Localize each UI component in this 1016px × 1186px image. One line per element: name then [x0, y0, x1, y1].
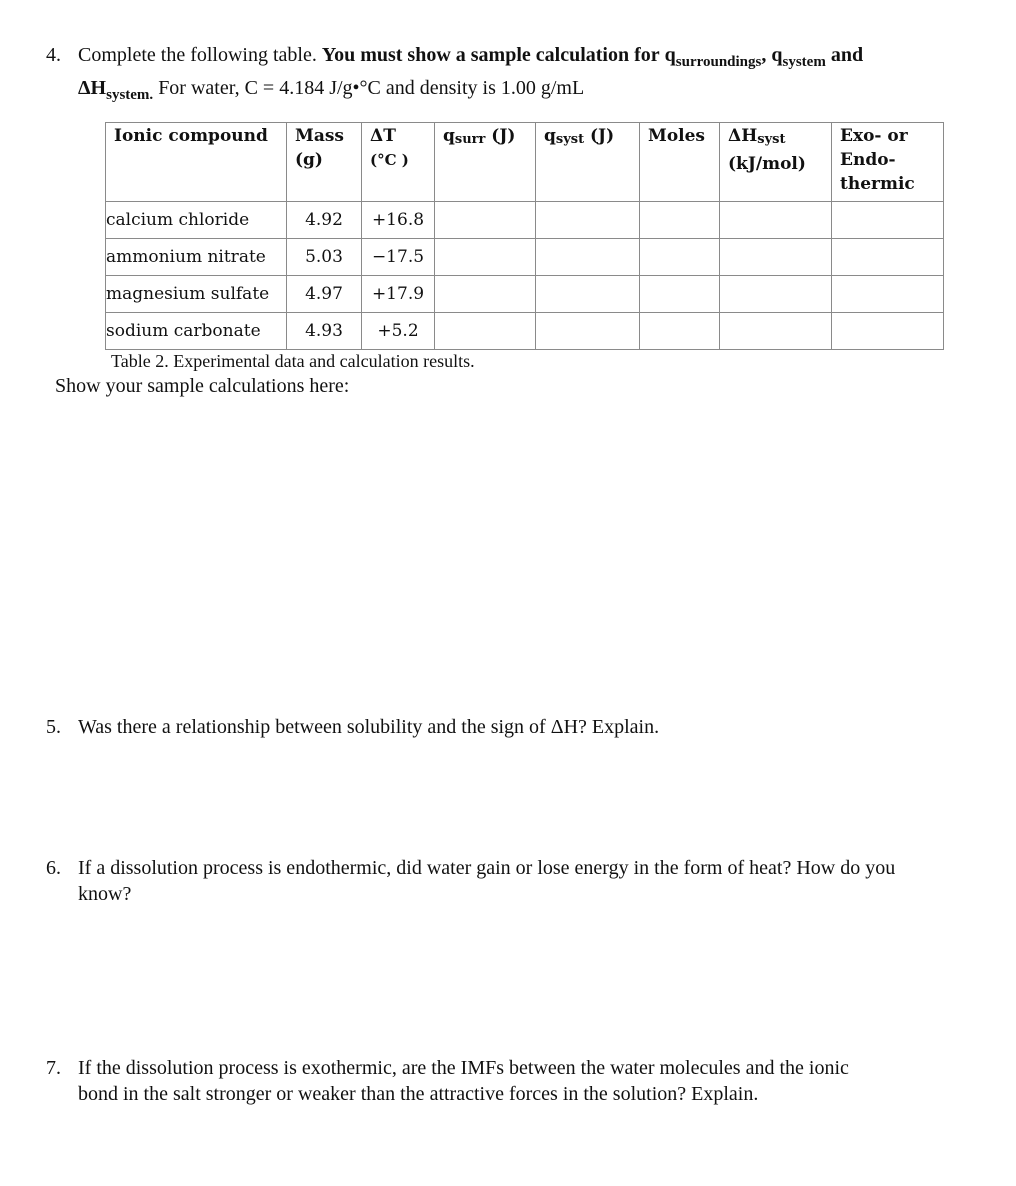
question-6	[46, 855, 986, 911]
table-row	[106, 276, 944, 313]
exo-endo-cell[interactable]	[832, 202, 944, 239]
question-4-instruction: Complete the following table.	[78, 44, 317, 66]
q-surr-cell[interactable]	[435, 202, 536, 239]
delta-h-cell[interactable]	[720, 313, 832, 350]
header-delta-t: ΔT (°C )	[362, 123, 435, 202]
q-syst-cell[interactable]	[536, 202, 640, 239]
delta-h-cell[interactable]	[720, 239, 832, 276]
sample-calculation-prompt: Show your sample calculations here:	[55, 375, 350, 397]
table-row	[106, 239, 944, 276]
q-surr-cell[interactable]	[435, 276, 536, 313]
delta-t-cell: +5.2	[362, 313, 435, 350]
question-5-number: 5.	[46, 716, 61, 738]
q-surr-cell[interactable]	[435, 239, 536, 276]
question-4-requirement: You must show a sample calculation for	[321, 44, 660, 66]
water-constants: For water, C = 4.184 J/g•°C and density is 1.00 g/mL	[158, 77, 585, 99]
table-row	[106, 313, 944, 350]
question-7	[46, 1055, 986, 1111]
exo-endo-cell[interactable]	[832, 276, 944, 313]
header-mass: Mass (g)	[287, 123, 362, 202]
question-7-line-1: If the dissolution process is exothermic, are the IMFs between the water molecules and the ionic	[78, 1057, 849, 1079]
delta-t-cell: +16.8	[362, 202, 435, 239]
table-header-row	[106, 123, 944, 202]
question-4-number: 4.	[46, 44, 61, 66]
q-system-sub: system	[782, 54, 826, 70]
moles-cell[interactable]	[640, 239, 720, 276]
delta-h-system-sub: system.	[106, 87, 154, 103]
compound-cell: calcium chloride	[106, 202, 287, 239]
q-syst-cell[interactable]	[536, 239, 640, 276]
experimental-data-table	[105, 122, 944, 350]
q-syst-cell[interactable]	[536, 276, 640, 313]
question-6-line-1: If a dissolution process is endothermic, did water gain or lose energy in the form of heat? How do you	[78, 857, 896, 879]
exo-endo-cell[interactable]	[832, 313, 944, 350]
moles-cell[interactable]	[640, 202, 720, 239]
delta-h-cell[interactable]	[720, 276, 832, 313]
q-syst-cell[interactable]	[536, 313, 640, 350]
mass-cell: 4.97	[287, 276, 362, 313]
table-caption: Table 2. Experimental data and calculation results.	[111, 351, 475, 371]
header-exo-endo: Exo- or Endo- thermic	[832, 123, 944, 202]
question-4-and: and	[830, 44, 864, 66]
q-surr-cell[interactable]	[435, 313, 536, 350]
mass-cell: 4.92	[287, 202, 362, 239]
question-7-line-2: bond in the salt stronger or weaker than the attractive forces in the solution? Explain.	[78, 1083, 759, 1105]
header-q-surr: qsurr (J)	[435, 123, 536, 202]
header-moles: Moles	[640, 123, 720, 202]
delta-h-cell[interactable]	[720, 202, 832, 239]
delta-t-cell: −17.5	[362, 239, 435, 276]
q-surroundings-sub: surroundings	[675, 54, 762, 70]
question-7-number: 7.	[46, 1057, 61, 1079]
mass-cell: 4.93	[287, 313, 362, 350]
question-4-line-2	[78, 75, 584, 108]
header-q-syst: qsyst (J)	[536, 123, 640, 202]
exo-endo-cell[interactable]	[832, 239, 944, 276]
header-ionic-compound: Ionic compound	[106, 123, 287, 202]
compound-cell: sodium carbonate	[106, 313, 287, 350]
table-row	[106, 202, 944, 239]
delta-h-label: ΔH	[78, 77, 107, 99]
compound-cell: magnesium sulfate	[106, 276, 287, 313]
moles-cell[interactable]	[640, 276, 720, 313]
mass-cell: 5.03	[287, 239, 362, 276]
question-6-number: 6.	[46, 857, 61, 879]
moles-cell[interactable]	[640, 313, 720, 350]
question-5	[46, 714, 986, 742]
header-delta-h-syst: ΔHsyst (kJ/mol)	[720, 123, 832, 202]
delta-t-cell: +17.9	[362, 276, 435, 313]
question-4-line-1: Complete the following table. You must show a sample calculation for $q_{surroundings}$, $q_{system}$ and	[78, 44, 864, 70]
question-6-line-2: know?	[78, 883, 132, 905]
question-5-text: Was there a relationship between solubility and the sign of ΔH? Explain.	[78, 716, 660, 738]
compound-cell: ammonium nitrate	[106, 239, 287, 276]
